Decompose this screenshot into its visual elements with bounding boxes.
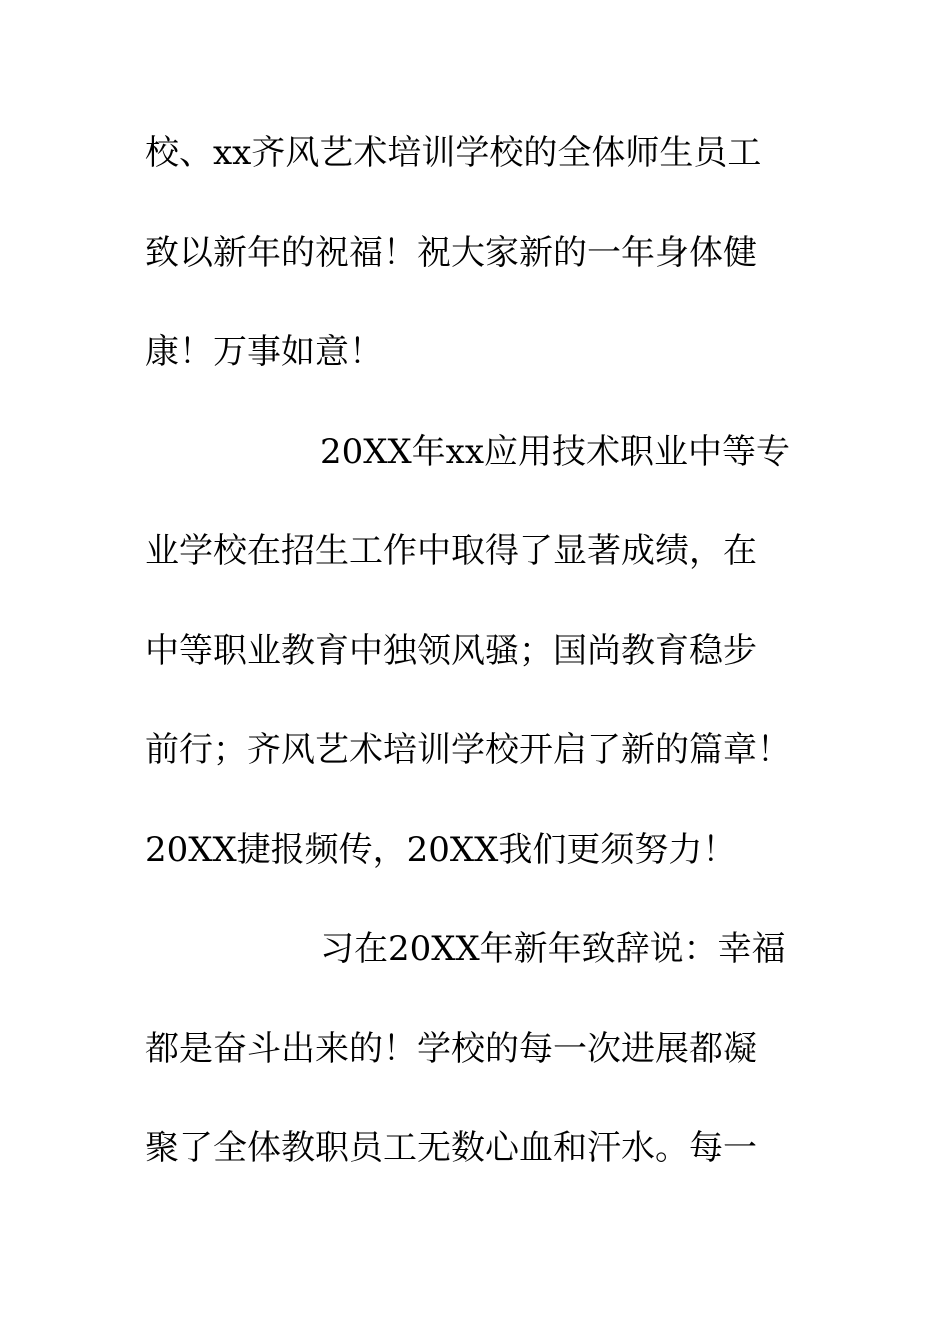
text-line: 校、xx齐风艺术培训学校的全体师生员工 [145,133,762,173]
text-line: 都是奋斗出来的！学校的每一次进展都凝 [145,1028,757,1069]
text-line: 业学校在招生工作中取得了显著成绩，在 [145,531,757,571]
paragraph-start-line: 习在20XX年新年致辞说：幸福 [320,929,786,969]
text-line: 20XX捷报频传，20XX我们更须努力！ [145,829,737,870]
text-line: 康！万事如意！ [145,332,383,372]
text-line: 致以新年的祝福！祝大家新的一年身体健 [145,232,757,273]
text-line: 前行；齐风艺术培训学校开启了新的篇章！ [145,730,791,770]
text-line: 中等职业教育中独领风骚；国尚教育稳步 [145,630,757,671]
paragraph-start-line: 20XX年xx应用技术职业中等专 [320,431,791,472]
document-body [145,104,805,1199]
text-line: 聚了全体教职员工无数心血和汗水。每一 [145,1128,757,1168]
